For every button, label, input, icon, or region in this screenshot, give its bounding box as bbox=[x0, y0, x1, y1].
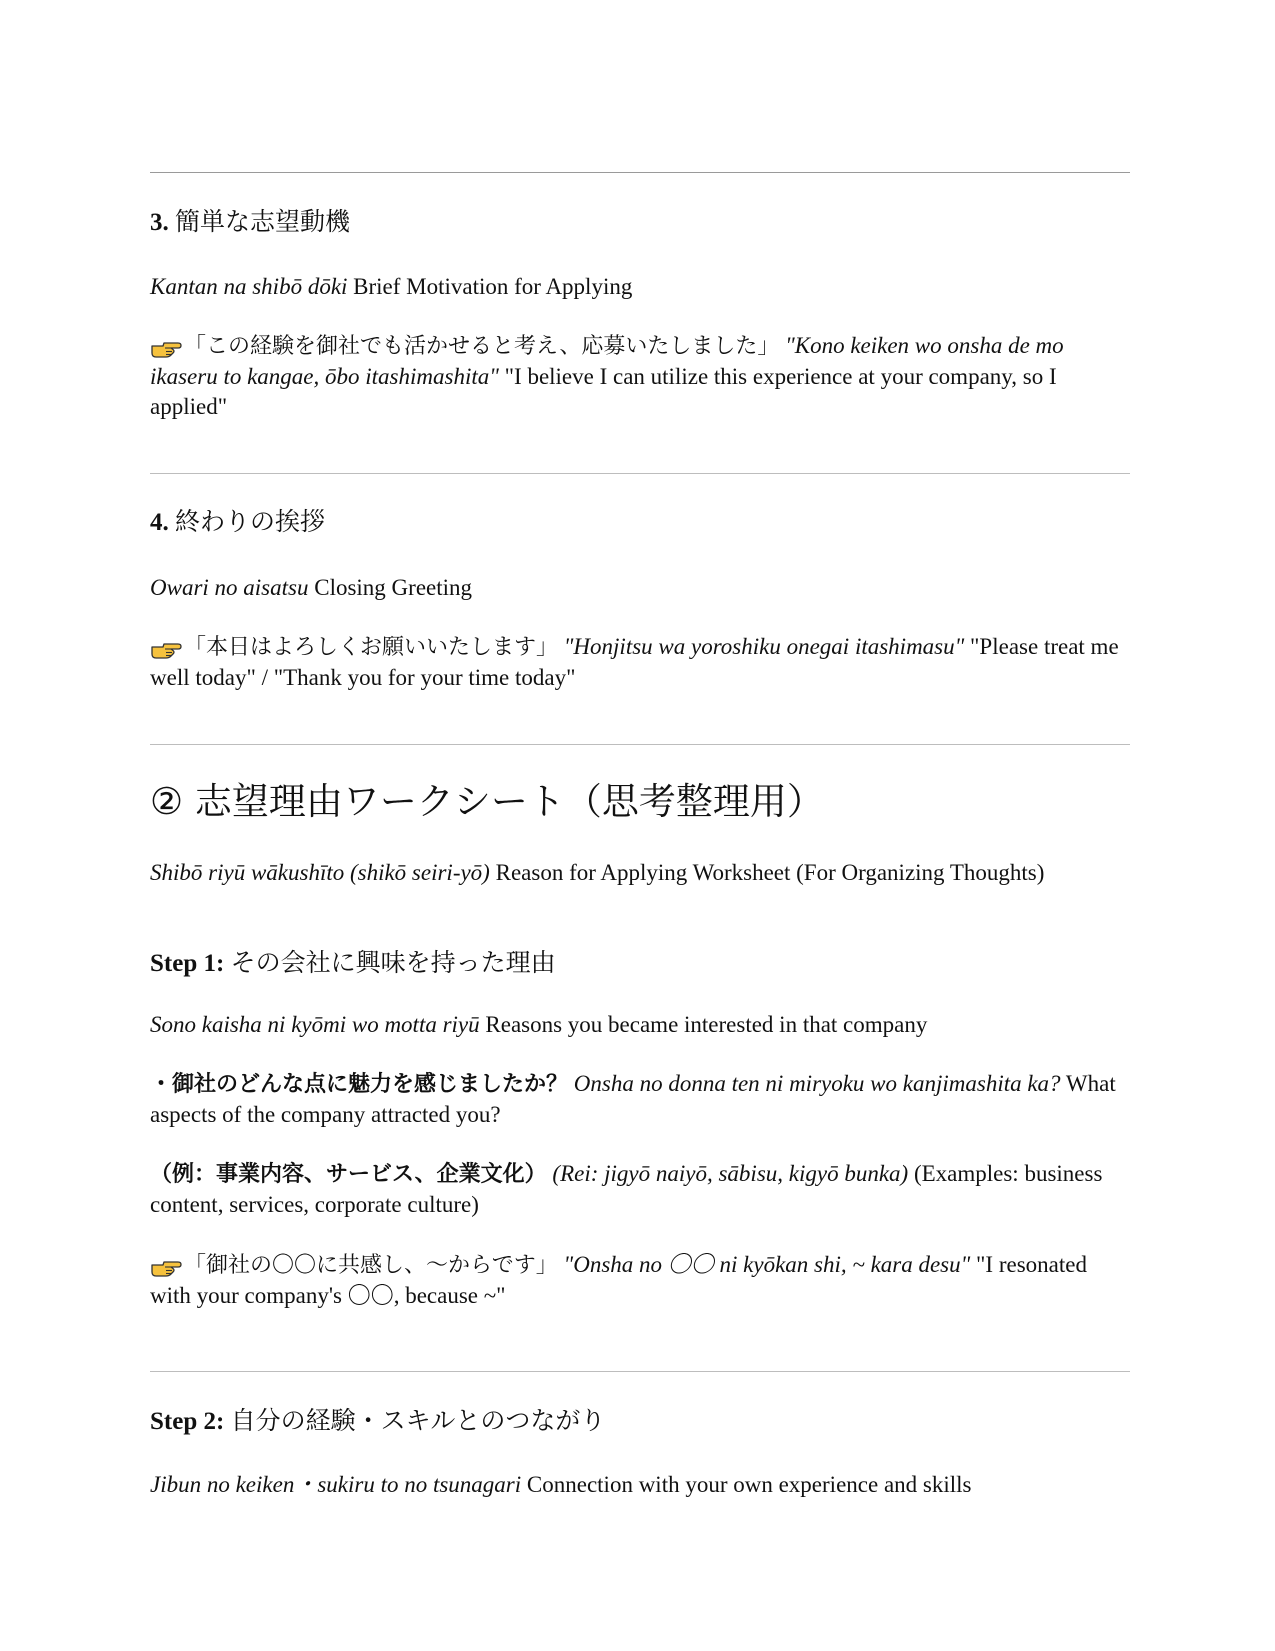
example-romaji: "Kono keiken wo onsha de mo ikaseru to kangae, ōbo itashimashita" bbox=[150, 333, 1064, 389]
section-4-heading bbox=[150, 506, 1130, 539]
examples-jp: （例：事業内容、サービス、企業文化） bbox=[150, 1162, 547, 1187]
example-english: "Please treat me well today" / "Thank you for your time today" bbox=[150, 634, 1119, 690]
example-romaji: "Onsha no 〇〇 ni kyōkan shi, ~ kara desu" bbox=[563, 1252, 971, 1277]
section-3-example bbox=[150, 331, 1130, 422]
step-label: Step 1: bbox=[150, 950, 225, 977]
example-jp: 「この経験を御社でも活かせると考え、応募いたしました」 bbox=[184, 334, 780, 359]
divider bbox=[150, 744, 1130, 745]
worksheet-title: ② 志望理由ワークシート（思考整理用） bbox=[150, 780, 824, 823]
step-2-heading bbox=[150, 1405, 1130, 1438]
worksheet-subtitle bbox=[150, 858, 1130, 888]
pointing-hand-icon bbox=[150, 1256, 182, 1278]
subtitle-romaji: Sono kaisha ni kyōmi wo motta riyū bbox=[150, 1012, 480, 1037]
section-number: 3. bbox=[150, 209, 169, 236]
step-1-question bbox=[150, 1069, 1130, 1130]
section-number: 4. bbox=[150, 509, 169, 536]
subtitle-english: Brief Motivation for Applying bbox=[353, 274, 633, 299]
subtitle-romaji: Owari no aisatsu bbox=[150, 575, 309, 600]
section-4-example bbox=[150, 632, 1130, 693]
subtitle-english: Closing Greeting bbox=[314, 575, 473, 600]
example-jp: 「本日はよろしくお願いいたします」 bbox=[184, 635, 559, 660]
section-4-subtitle bbox=[150, 573, 1130, 603]
pointing-hand-icon bbox=[150, 337, 182, 359]
subtitle-english: Reason for Applying Worksheet (For Organizing Thoughts) bbox=[495, 860, 1045, 885]
step-1-examples bbox=[150, 1159, 1130, 1220]
subtitle-romaji: Jibun no keiken・sukiru to no tsunagari bbox=[150, 1472, 522, 1497]
section-title-jp: 簡単な志望動機 bbox=[175, 207, 351, 236]
subtitle-romaji: Shibō riyū wākushīto (shikō seiri-yō) bbox=[150, 860, 490, 885]
subtitle-english: Reasons you became interested in that company bbox=[485, 1012, 928, 1037]
step-1-example bbox=[150, 1250, 1130, 1311]
example-romaji: "Honjitsu wa yoroshiku onegai itashimasu" bbox=[563, 634, 965, 659]
step-label: Step 2: bbox=[150, 1408, 225, 1435]
subtitle-romaji: Kantan na shibō dōki bbox=[150, 274, 348, 299]
question-jp: ・御社のどんな点に魅力を感じましたか？ bbox=[150, 1072, 569, 1097]
examples-english: (Examples: business content, services, corporate culture) bbox=[150, 1161, 1103, 1217]
section-3-heading bbox=[150, 206, 1130, 239]
step-title-jp: その会社に興味を持った理由 bbox=[230, 948, 556, 977]
example-english: "I resonated with your company's 〇〇, because ~" bbox=[150, 1252, 1087, 1308]
question-romaji: Onsha no donna ten ni miryoku wo kanjimashita ka? bbox=[573, 1071, 1061, 1096]
divider bbox=[150, 473, 1130, 474]
step-1-heading bbox=[150, 947, 1130, 980]
examples-romaji: (Rei: jigyō naiyō, sābisu, kigyō bunka) bbox=[552, 1161, 909, 1186]
subtitle-english: Connection with your own experience and skills bbox=[526, 1472, 972, 1497]
divider bbox=[150, 1371, 1130, 1372]
question-english: What aspects of the company attracted you? bbox=[150, 1071, 1116, 1127]
section-3-subtitle bbox=[150, 272, 1130, 302]
pointing-hand-icon bbox=[150, 638, 182, 660]
step-title-jp: 自分の経験・スキルとのつながり bbox=[230, 1406, 606, 1435]
step-1-subtitle bbox=[150, 1010, 1130, 1040]
example-jp: 「御社の〇〇に共感し、〜からです」 bbox=[184, 1253, 558, 1278]
section-title-jp: 終わりの挨拶 bbox=[175, 507, 326, 536]
step-2-subtitle bbox=[150, 1470, 1130, 1500]
divider bbox=[150, 172, 1130, 173]
example-english: "I believe I can utilize this experience at your company, so I applied" bbox=[150, 364, 1057, 419]
